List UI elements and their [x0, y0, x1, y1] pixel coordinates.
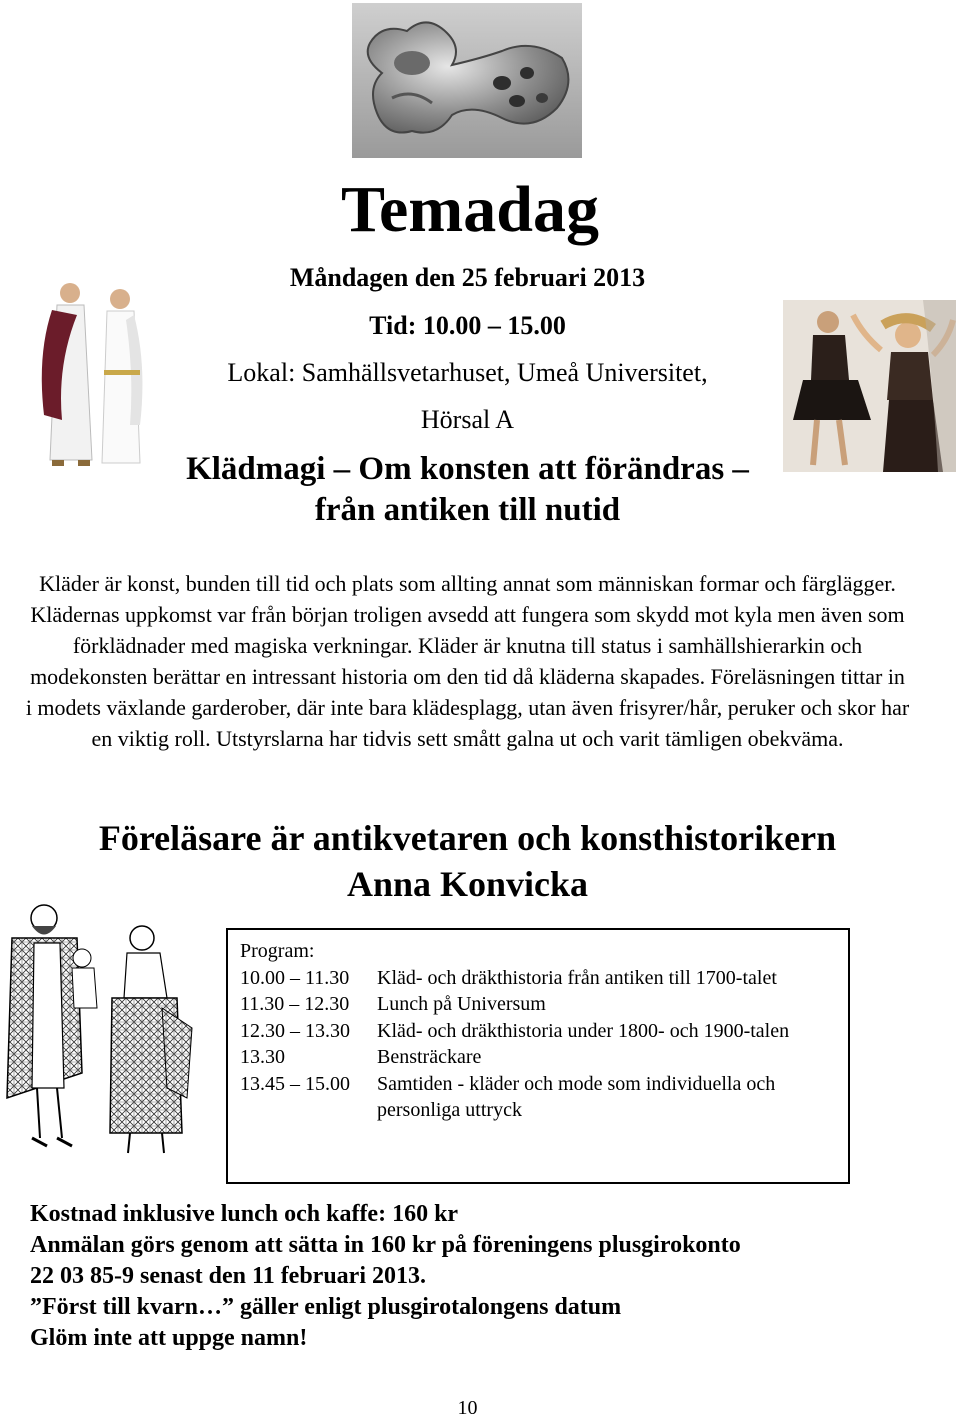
- lecture-description: Kläder är konst, bunden till tid och plats som allting annat som människan formar och färglägger. Klädernas uppkomst var från början troligen avsedd att fungera som skydd mot kyla men även som förklädnader med magiska verkningar. Kläder är knutna till status i samhällshierarkin och modekonsten berättar en intressant historia om den tid då kläderna skapades. Föreläsningen tittar in i modets växlande garderober, där inte bara klädesplagg, utan även frisyrer/hår, peruker och skor har en viktig roll. Utstyrslarna har tidvis sett smått galna ut och varit tämligen obekväma.: [25, 571, 910, 751]
- program-activity: Bensträckare: [377, 1046, 482, 1068]
- cost-line: Kostnad inklusive lunch och kaffe: 160 kr: [30, 1201, 459, 1227]
- program-activity: Kläd- och dräkthistoria under 1800- och 1900-talen: [377, 1019, 790, 1042]
- event-date: Måndagen den 25 februari 2013: [289, 263, 646, 292]
- lecture-title-line2: från antiken till nutid: [314, 492, 621, 528]
- program-activity: Lunch på Universum: [377, 993, 546, 1015]
- name-reminder-line: Glöm inte att uppge namn!: [30, 1325, 308, 1351]
- program-row: [240, 1071, 838, 1124]
- toga-costume-photo: [22, 275, 152, 475]
- lecturer-intro: Föreläsare är antikvetaren och konsthistorikern: [98, 818, 837, 858]
- program-time: 10.00 – 11.30: [240, 966, 350, 989]
- program-time: 13.30: [240, 1046, 285, 1068]
- registration-line: Anmälan görs genom att sätta in 160 kr på föreningens plusgirokonto: [30, 1232, 741, 1258]
- event-venue: Lokal: Samhällsvetarhuset, Umeå Universitet,: [227, 358, 708, 387]
- lecturer-name: Anna Konvicka: [346, 864, 589, 904]
- program-activity: Kläd- och dräkthistoria från antiken till 1700-talet: [377, 966, 777, 989]
- program-row: [240, 965, 838, 992]
- program-box: [226, 928, 850, 1184]
- event-title: Temadag: [341, 173, 599, 246]
- program-row: [240, 1044, 838, 1071]
- lecture-title-line1: Klädmagi – Om konsten att förändras –: [186, 451, 749, 487]
- program-activity: Samtiden - kläder och mode som individuella och personliga uttryck: [377, 1072, 776, 1121]
- program-heading: Program:: [240, 940, 315, 962]
- program-time: 12.30 – 13.30: [240, 1019, 350, 1042]
- page-number: 10: [457, 1397, 478, 1419]
- brooch-photo: [352, 3, 582, 158]
- event-time: Tid: 10.00 – 15.00: [369, 311, 566, 340]
- event-room: Hörsal A: [420, 405, 515, 434]
- dancers-photo: [783, 300, 956, 472]
- program-row: [240, 991, 838, 1018]
- program-time: 11.30 – 12.30: [240, 993, 350, 1015]
- medieval-family-illustration: [2, 898, 202, 1160]
- program-time: 13.45 – 15.00: [240, 1072, 350, 1095]
- program-row: [240, 1018, 838, 1045]
- account-deadline-line: 22 03 85-9 senast den 11 februari 2013.: [30, 1263, 426, 1289]
- first-come-line: ”Först till kvarn…” gäller enligt plusgirotalongens datum: [30, 1294, 622, 1320]
